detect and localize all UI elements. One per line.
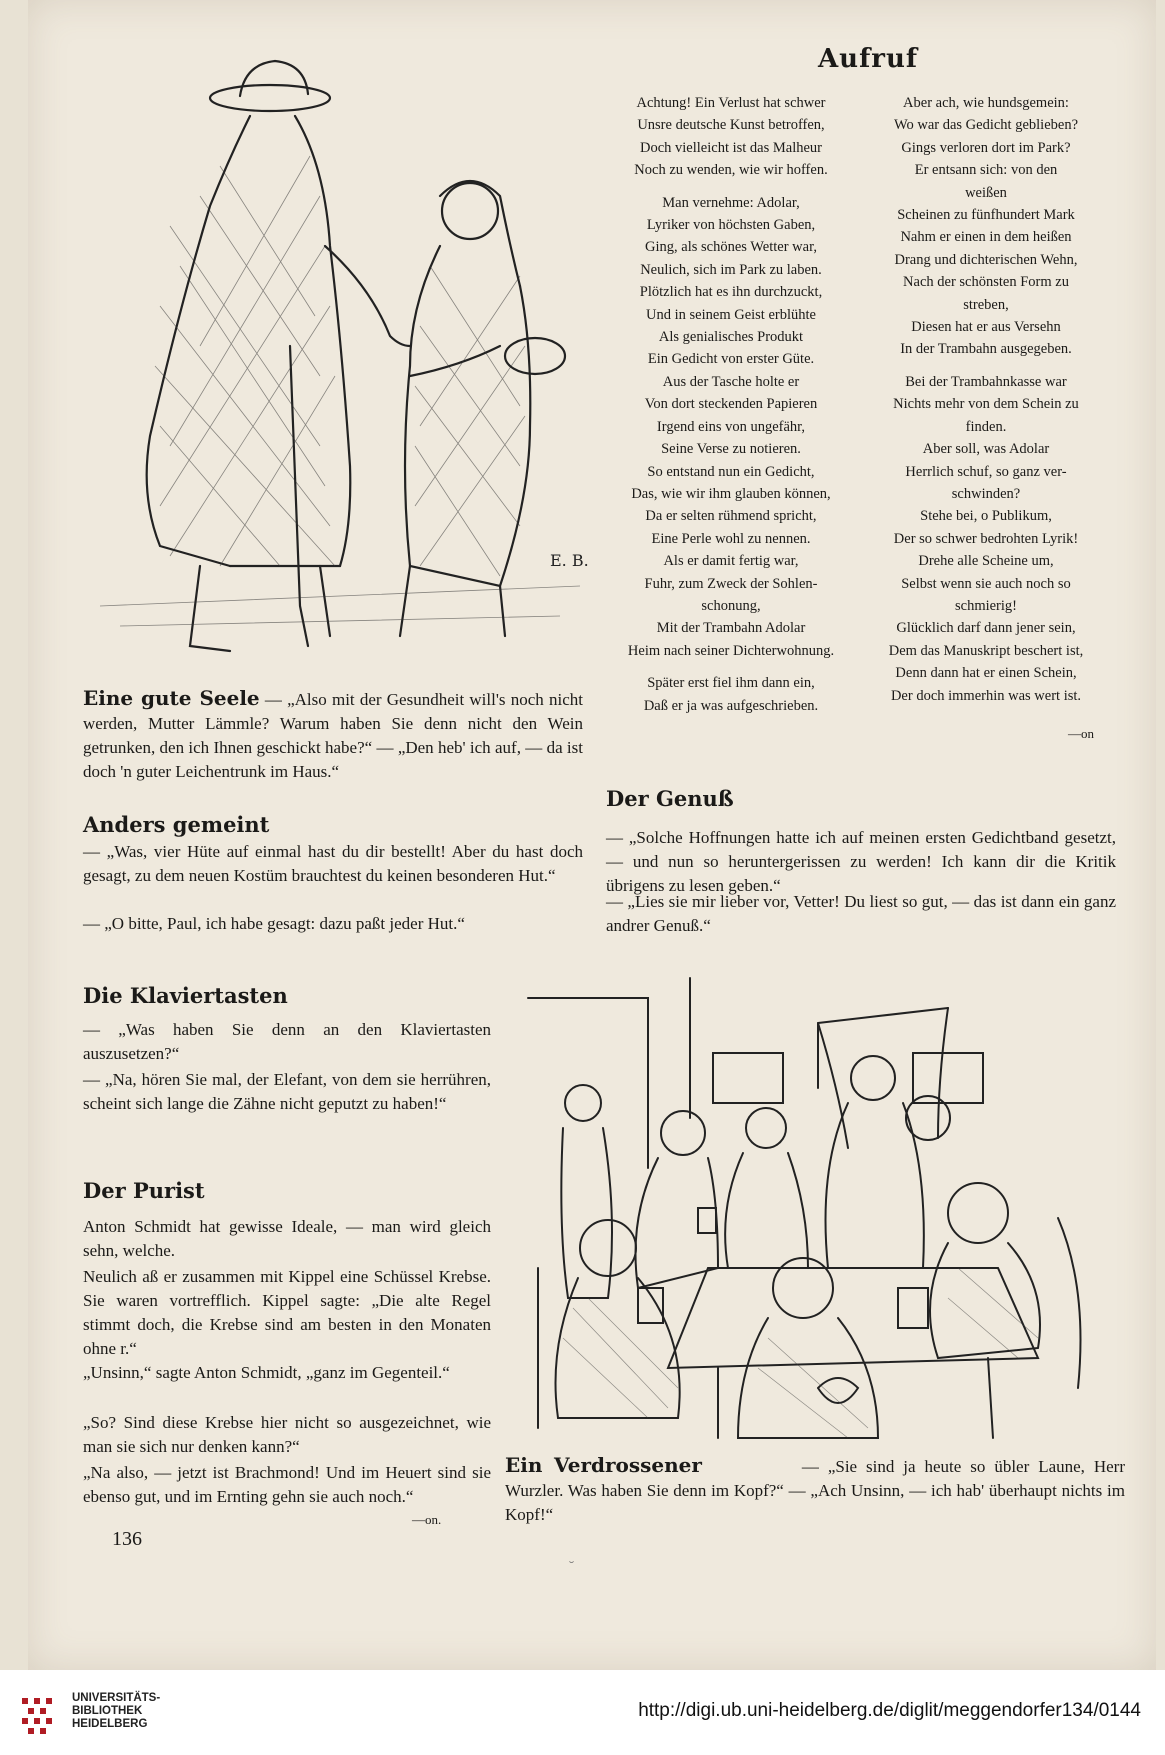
purist-p3: „Unsinn,“ sagte Anton Schmidt, „ganz im Gegenteil.“: [83, 1363, 450, 1382]
klavier-p1: — „Was haben Sie denn an den Klaviertasten auszusetzen?“: [83, 1020, 491, 1063]
poem-line: Später erst fiel ihm dann ein,: [647, 675, 815, 692]
anders-p1: — „Was, vier Hüte auf einmal hast du dir bestellt! Aber du hast doch gesagt, zu dem neuen Kostüm brauchtest du keinen besonderen Hut.“: [83, 842, 583, 885]
poem-line: Glücklich darf dann jener sein,: [896, 620, 1076, 637]
poem-line: Seine Verse zu notieren.: [661, 441, 801, 458]
poem-line: Gings verloren dort im Park?: [901, 139, 1071, 156]
poem-line: Diesen hat er aus Versehn: [911, 319, 1061, 336]
poem-line: So entstand nun ein Gedicht,: [647, 463, 815, 480]
joke-verdrossen-title: Ein Verdrossener: [505, 1453, 702, 1477]
purist-p4: „So? Sind diese Krebse hier nicht so ausgezeichnet, wie man sie sich nur denken kann?“: [83, 1413, 491, 1456]
poem-line: Als genialisches Produkt: [658, 329, 804, 346]
poem-line: Er entsann sich: von den: [914, 162, 1058, 179]
poem-line: schonung,: [701, 597, 761, 614]
joke-good-soul-text: — „Also mit der Gesundheit will's noch nicht werden, Mutter Lämmle? Warum haben Sie denn nicht den Wein getrunken, den ich Ihnen geschickt habe?“ — „Den heb' ich auf, — da ist doch 'n guter Leichentrunk im Haus.“: [83, 690, 583, 781]
poem-line: Scheinen zu fünfhundert Mark: [897, 207, 1075, 224]
poem-line: In der Trambahn ausgegeben.: [900, 341, 1072, 358]
illustration-tavern: [518, 968, 1133, 1448]
klavier-p2: — „Na, hören Sie mal, der Elefant, von dem sie herrühren, scheint sich lange die Zähne nicht geputzt zu haben!“: [83, 1070, 491, 1113]
poem-line: Man vernehme: Adolar,: [662, 194, 800, 211]
purist-p5: „Na also, — jetzt ist Brachmond! Und im Heuert sind sie ebenso gut, und im Ernting gehn sie auch noch.“: [83, 1463, 491, 1506]
poem-line: Da er selten rühmend spricht,: [645, 508, 817, 525]
joke-good-soul-title: Eine gute Seele: [83, 686, 260, 710]
genuss-p1: — „Solche Hoffnungen hatte ich auf meinen ersten Gedichtband gesetzt, — und nun so heruntergerissen zu werden! Ich kann dir die Kritik übrigens zu lesen geben.“: [606, 828, 1116, 895]
source-url-link[interactable]: http://digi.ub.uni-heidelberg.de/diglit/meggendorfer134/0144: [638, 1700, 1141, 1721]
poem-line: Aus der Tasche holte er: [662, 373, 800, 390]
poem-line: Von dort steckenden Papieren: [644, 396, 818, 413]
poem-line: Mit der Trambahn Adolar: [656, 620, 806, 637]
joke-verdrossen-text: — „Sie sind ja heute so übler Laune, Herr Wurzler. Was haben Sie denn im Kopf?“ — „Ach Unsinn, — ich hab' überhaupt nichts im Kopf!“: [505, 1457, 1125, 1524]
poem-title: Aufruf: [818, 44, 919, 74]
poem-line: Aber ach, wie hundsgemein:: [903, 95, 1069, 111]
poem-left-column: [596, 92, 866, 717]
poem-line: Stehe bei, o Publikum,: [920, 508, 1052, 525]
poem-line: Bei der Trambahnkasse war: [905, 373, 1067, 390]
purist-p2: Neulich aß er zusammen mit Kippel eine Schüssel Krebse. Sie waren vortrefflich. Kippel sagte: „Die alte Regel stimmt doch, die Krebse sind am besten in den Monaten ohne r.“: [83, 1267, 491, 1358]
poem-line: schwinden?: [951, 485, 1021, 502]
anders-p2: — „O bitte, Paul, ich habe gesagt: dazu paßt jeder Hut.“: [83, 914, 465, 933]
section-title-genuss: Der Genuß: [606, 786, 734, 811]
poem-line: Daß er ja was aufgeschrieben.: [643, 697, 819, 714]
poem-line: Nichts mehr von dem Schein zu: [893, 396, 1079, 413]
poem-line: schmierig!: [954, 597, 1017, 614]
scanned-page: [28, 0, 1156, 1670]
poem-line: Nahm er einen in dem heißen: [900, 229, 1072, 246]
scan-mark: ˘: [568, 1560, 575, 1576]
section-title-anders: Anders gemeint: [83, 812, 270, 837]
poem-line: Herrlich schuf, so ganz ver-: [905, 463, 1067, 480]
poem-line: Drang und dichterischen Wehn,: [894, 251, 1078, 268]
poem-line: Aber soll, was Adolar: [922, 441, 1050, 458]
poem-line: Heim nach seiner Dichterwohnung.: [627, 642, 835, 659]
poem-line: weißen: [965, 184, 1007, 201]
poem-line: Und in seinem Geist erblühte: [646, 306, 816, 323]
poem-line: Irgend eins von ungefähr,: [656, 418, 806, 435]
poem-line: Denn dann hat er einen Schein,: [895, 665, 1077, 682]
illustration-good-soul: [80, 46, 600, 666]
artist-signature-top: E. B.: [550, 551, 589, 570]
stanza-break: [856, 361, 1116, 371]
poem-line: Nach der schönsten Form zu: [903, 274, 1069, 291]
poem-line: Plötzlich hat es ihn durchzuckt,: [639, 284, 823, 301]
genuss-p2: — „Lies sie mir lieber vor, Vetter! Du liest so gut, — das ist dann ein ganz andrer Genuß.“: [606, 892, 1116, 935]
poem-signature: —on: [1068, 726, 1094, 741]
purist-signature: —on.: [412, 1512, 442, 1527]
poem-line: Neulich, sich im Park zu laben.: [640, 261, 822, 278]
purist-p1: Anton Schmidt hat gewisse Ideale, — man wird gleich sehn, welche.: [83, 1217, 491, 1260]
poem-line: Eine Perle wohl zu nennen.: [651, 530, 811, 547]
poem-line: Dem das Manuskript beschert ist,: [888, 642, 1084, 659]
stanza-break: [596, 182, 866, 192]
poem-line: Fuhr, zum Zweck der Sohlen-: [644, 575, 818, 592]
poem-line: Der doch immerhin was wert ist.: [890, 687, 1082, 704]
poem-line: Drehe alle Scheine um,: [918, 553, 1054, 570]
section-title-klavier: Die Klaviertasten: [83, 983, 288, 1008]
poem-line: streben,: [963, 296, 1009, 313]
university-logo-text: UNIVERSITÄTS- BIBLIOTHEK HEIDELBERG: [72, 1692, 161, 1730]
poem-line: Als er damit fertig war,: [663, 553, 799, 570]
poem-right-column: [856, 92, 1116, 707]
poem-line: Der so schwer bedrohten Lyrik!: [893, 530, 1079, 547]
poem-line: finden.: [965, 418, 1007, 435]
page-number: 136: [112, 1528, 142, 1550]
poem-line: Noch zu wenden, wie wir hoffen.: [634, 162, 828, 179]
poem-line: Unsre deutsche Kunst betroffen,: [637, 117, 825, 134]
university-logo-icon: [14, 1690, 62, 1738]
poem-line: Selbst wenn sie auch noch so: [901, 575, 1071, 592]
poem-line: Lyriker von höchsten Gaben,: [646, 217, 816, 234]
poem-line: Ein Gedicht von erster Güte.: [647, 351, 815, 368]
poem-line: Wo war das Gedicht geblieben?: [893, 117, 1079, 134]
poem-line: Das, wie wir ihm glauben können,: [631, 485, 831, 502]
poem-line: Ging, als schönes Wetter war,: [645, 239, 817, 256]
section-title-purist: Der Purist: [83, 1178, 205, 1203]
poem-line: Achtung! Ein Verlust hat schwer: [636, 95, 826, 111]
joke-good-soul: [83, 686, 583, 784]
stanza-break: [596, 662, 866, 672]
footer-bar: [0, 1670, 1165, 1755]
joke-verdrossen: [505, 1453, 1125, 1527]
poem-line: Doch vielleicht ist das Malheur: [639, 139, 822, 156]
